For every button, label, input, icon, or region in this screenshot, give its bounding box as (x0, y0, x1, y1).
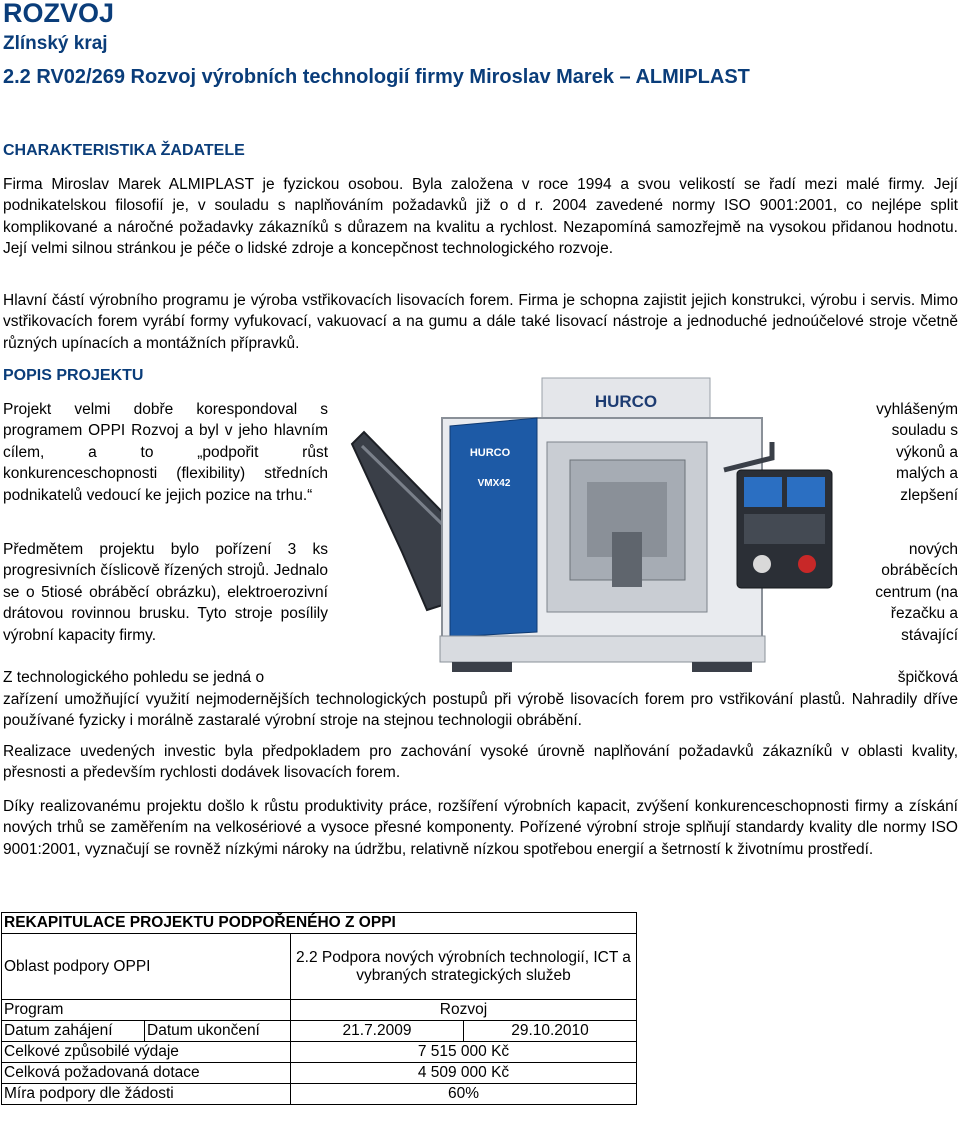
recap-grant-value: 4 509 000 Kč (291, 1063, 637, 1084)
recap-rate-label: Míra podpory dle žádosti (2, 1084, 291, 1105)
recap-total-label: Celkové způsobilé výdaje (2, 1042, 291, 1063)
text-line: malých a (895, 465, 958, 483)
description-heading: POPIS PROJEKTU (3, 367, 144, 384)
recap-end-label: Datum ukončení (145, 1021, 291, 1042)
recap-program-value: Rozvoj (291, 1000, 637, 1021)
text-fragment: špičková (897, 669, 958, 686)
description-paragraph-5: Díky realizovanému projektu došlo k růstu produktivity práce, rozšíření výrobních kapacit, zvýšení konkurenceschopnosti firmy a získání nových trhů se zaměřením na velkosériové a vysoce přesné komponenty. Pořízené výrobní stroje splňují standardy kvality dle normy ISO 9001:2001, vyznačují se rovněž nízkými nároky na údržbu, relativně nízkou spotřebou energií a šetrností k životnímu prostředí. (3, 798, 958, 858)
recap-area-value: 2.2 Podpora nových výrobních technologií, ICT a vybraných strategických služeb (291, 934, 637, 1000)
region-title: Zlínský kraj (3, 33, 108, 54)
recap-program-label: Program (2, 1000, 291, 1021)
table-row (2, 1042, 637, 1063)
characteristics-paragraph-2: Hlavní částí výrobního programu je výroba vstřikovacích lisovacích forem. Firma je schopna zajistit jejich konstrukci, výrobu i servis. Mimo vstřikovacích forem vyrábí formy vyfukovací, vakuovací a na gumu a dále také lisovací nástroje a jednoduché jednoúčelové stroje včetně různých upínacích a montážních přípravků. (3, 292, 958, 352)
description-paragraph-4: Realizace uvedených investic byla předpokladem pro zachování vysoké úrovně naplňování požadavků zákazníků v oblasti kvality, přesnosti a především rychlosti dodávek lisovacích forem. (3, 743, 958, 782)
description-paragraph-2-left: Předmětem projektu bylo pořízení 3 ks progresivních číslicově řízených strojů. Jednalo se o 5tiosé obráběcí obrázku), elektroerozivní drátovou rovinnou brusku. Tyto stroje posílily výrobní kapacity firmy. (3, 541, 328, 644)
text-line: řezačku a (890, 605, 958, 623)
cnc-machine-image (332, 372, 838, 674)
recap-end-value: 29.10.2010 (464, 1021, 637, 1042)
recap-grant-label: Celková požadovaná dotace (2, 1063, 291, 1084)
table-row (2, 1021, 637, 1042)
description-paragraph-2-right (840, 539, 958, 646)
text-line: výkonů a (895, 443, 958, 461)
recap-start-label: Datum zahájení (2, 1021, 145, 1042)
table-row (2, 1084, 637, 1105)
text-line: stávající (901, 626, 958, 644)
recap-rate-value: 60% (291, 1084, 637, 1105)
text-line: obráběcích (881, 562, 958, 580)
page-title: ROZVOJ (3, 0, 115, 28)
text-line: vyhlášeným (876, 401, 958, 418)
project-title: 2.2 RV02/269 Rozvoj výrobních technologií firmy Miroslav Marek – ALMIPLAST (3, 66, 750, 88)
text-fragment: Z technologického pohledu se jedná o (3, 669, 265, 686)
description-paragraph-3: zařízení umožňující využití nejmodernějších technologických postupů při výrobě lisovacích forem pro vstřikování plastů. Nahradily dříve používané fyzicky i morálně zastaralé výrobní stroje na stejnou technologii obrábění. (3, 691, 958, 730)
machine-brand-top: HURCO (594, 392, 658, 411)
table-row (2, 934, 637, 1000)
text-line: zlepšení (900, 486, 958, 504)
characteristics-heading: CHARAKTERISTIKA ŽADATELE (3, 142, 245, 159)
recap-start-value: 21.7.2009 (291, 1021, 464, 1042)
table-row (2, 1063, 637, 1084)
recap-area-label: Oblast podpory OPPI (2, 934, 291, 1000)
text-line: souladu s (891, 422, 958, 440)
table-row (2, 1000, 637, 1021)
recap-heading: REKAPITULACE PROJEKTU PODPOŘENÉHO Z OPPI (2, 913, 637, 934)
text-line: centrum (na (875, 583, 958, 601)
machine-model: VMX42 (477, 478, 511, 489)
description-paragraph-1-left: Projekt velmi dobře korespondoval s programem OPPI Rozvoj a byl v jeho hlavním cílem, a to „podpořit růst konkurenceschopnosti (flexibility) středních podnikatelů vedoucí ke jejich pozice na trhu.“ (3, 401, 328, 504)
characteristics-paragraph-1: Firma Miroslav Marek ALMIPLAST je fyzickou osobou. Byla založena v roce 1994 a svou velikostí se řadí mezi malé firmy. Její podnikatelskou filosofií je, v souladu s naplňováním požadavků již o d r. 2004 zavedené normy ISO 9001:2001, co nejlépe split komplikované a náročné požadavky zákazníků s důrazem na kvalitu a rychlost. Nezapomíná samozřejmě na vysokou přidanou hodnotu. Její velmi silnou stránkou je péče o lidské zdroje a koncepčnost technologického rozvoje. (3, 176, 958, 258)
machine-brand-panel: HURCO (469, 447, 511, 459)
description-paragraph-1-right (840, 399, 958, 506)
table-row (2, 913, 637, 934)
text-line: nových (908, 541, 958, 558)
recap-total-value: 7 515 000 Kč (291, 1042, 637, 1063)
recap-table (1, 912, 637, 1105)
